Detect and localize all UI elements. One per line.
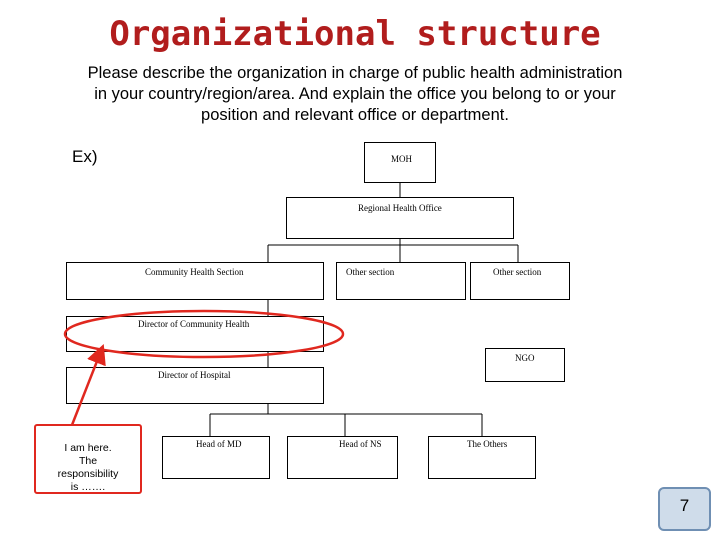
slide-title: Organizational structure <box>109 14 601 54</box>
callout-line-2: The <box>78 455 98 467</box>
moh-label: MOH <box>391 154 413 164</box>
description-line-2: in your country/region/area. And explain the office you belong to or your <box>94 85 616 103</box>
callout-line-1: I am here. <box>64 442 112 454</box>
regional-health-office-label: Regional Health Office <box>358 203 442 213</box>
callout-line-3: responsibility <box>57 468 119 480</box>
other-section-label-2: Other section <box>493 267 542 277</box>
others-label: The Others <box>467 439 508 449</box>
description-line-3: position and relevant office or department. <box>201 106 509 124</box>
director-hospital-label: Director of Hospital <box>158 370 231 380</box>
head-md-label: Head of MD <box>196 439 242 449</box>
example-label: Ex) <box>72 147 98 166</box>
ngo-label: NGO <box>515 353 535 363</box>
community-health-section-label: Community Health Section <box>145 267 244 277</box>
callout-line-4: is ……. <box>70 481 106 493</box>
page-number: 7 <box>679 496 690 515</box>
head-ns-label: Head of NS <box>339 439 382 449</box>
description-line-1: Please describe the organization in charge of public health administration <box>87 64 623 82</box>
other-section-label-1: Other section <box>346 267 395 277</box>
callout-arrow <box>72 351 101 425</box>
director-community-health-label: Director of Community Health <box>138 319 250 329</box>
highlight-ellipse <box>65 311 343 357</box>
